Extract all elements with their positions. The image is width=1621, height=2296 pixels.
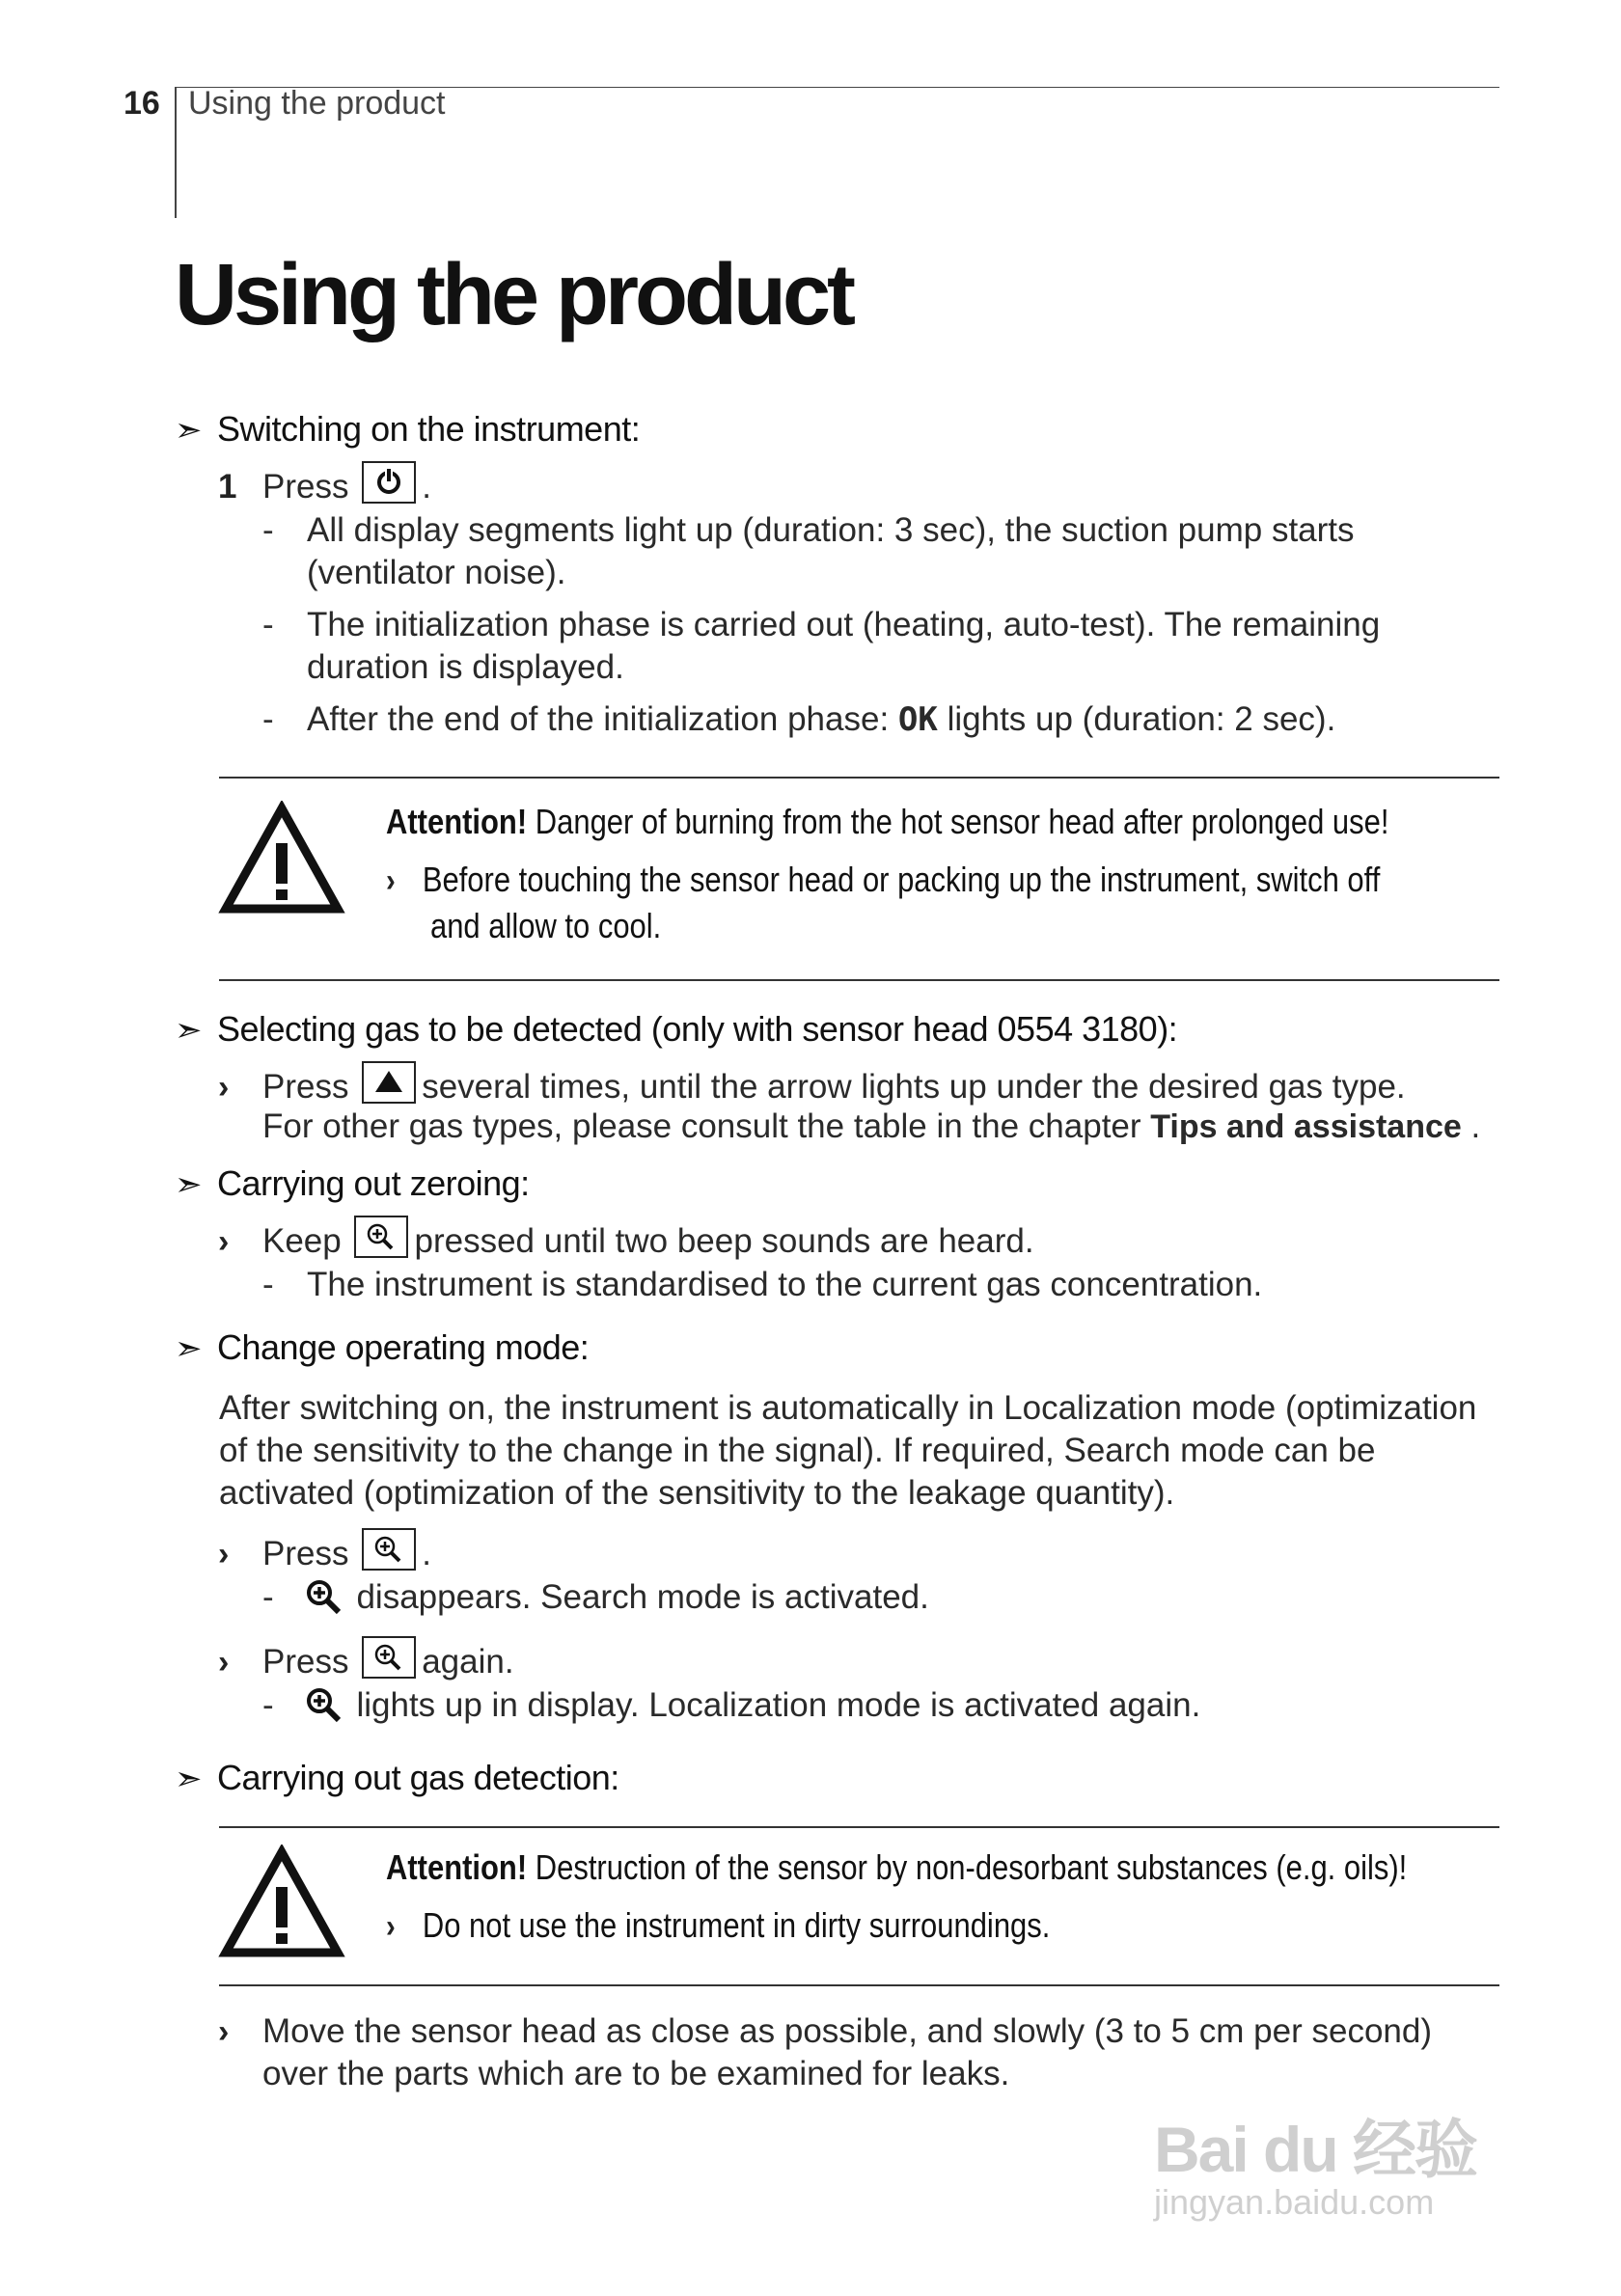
final-step: › Move the sensor head as close as possible, and slowly (3 to 5 cm per second): [218, 2012, 1433, 2050]
mode-paragraph-line-1: After switching on, the instrument is automatically in Localization mode (optimization: [219, 1389, 1477, 1427]
warning-triangle-icon: [218, 801, 345, 916]
watermark-logo: Bai du 经验: [1154, 2114, 1477, 2185]
arrow-icon: ➣: [175, 1330, 202, 1367]
switch-on-bullet-1: - All display segments light up (duration: 3 sec), the suction pump starts: [262, 511, 1355, 549]
arrow-icon: ➣: [175, 1166, 202, 1203]
arrow-icon: ➣: [175, 1761, 202, 1797]
watermark-url: jingyan.baidu.com: [1154, 2182, 1435, 2222]
switch-on-bullet-2: - The initialization phase is carried out (heating, auto-test). The remaining: [262, 606, 1381, 643]
step-label: Press: [262, 468, 349, 506]
warning-1-bullet: › Before touching the sensor head or packing up the instrument, switch off: [386, 860, 1381, 899]
zoom-symbol-icon: [303, 1577, 347, 1616]
warning-bottom-rule: [219, 979, 1499, 981]
mode-result-2: - lights up in display. Localization mode is activated again.: [262, 1686, 1201, 1724]
switch-on-bullet-2-cont: duration is displayed.: [307, 648, 624, 686]
mode-paragraph-line-3: activated (optimization of the sensitivity to the leakage quantity).: [219, 1474, 1175, 1512]
warning-bottom-rule: [219, 1984, 1499, 1986]
zoom-key-icon: [354, 1216, 408, 1258]
arrow-icon: ➣: [175, 412, 202, 449]
step-suffix: .: [422, 468, 431, 506]
up-key-icon: [362, 1061, 416, 1104]
final-step-cont: over the parts which are to be examined for leaks.: [262, 2055, 1010, 2092]
zeroing-heading: ➣ Carrying out zeroing:: [175, 1163, 530, 1203]
mode-result-1: - disappears. Search mode is activated.: [262, 1578, 929, 1616]
switch-on-step: [218, 461, 431, 508]
zoom-key-icon: [362, 1528, 416, 1571]
zoom-key-icon: [362, 1636, 416, 1679]
page-title: Using the product: [175, 247, 852, 343]
zoom-symbol-icon: [303, 1685, 347, 1724]
mode-paragraph-line-2: of the sensitivity to the change in the signal). If required, Search mode can be: [219, 1432, 1376, 1469]
warning-top-rule: [219, 1826, 1499, 1828]
warning-top-rule: [219, 777, 1499, 779]
switch-on-bullet-3: - After the end of the initialization phase: OK lights up (duration: 2 sec).: [262, 700, 1336, 739]
select-gas-step: › Press several times, until the arrow lights up under the desired gas type.: [218, 1061, 1406, 1108]
header-divider-vertical: [175, 87, 177, 218]
arrow-icon: ➣: [175, 1012, 202, 1049]
zeroing-result: - The instrument is standardised to the current gas concentration.: [262, 1266, 1263, 1303]
mode-step-2: › Press again.: [218, 1636, 514, 1683]
chapter-reference: Tips and assistance: [1150, 1108, 1462, 1145]
warning-2-text: Attention! Destruction of the sensor by non-desorbant substances (e.g. oils)!: [386, 1847, 1408, 1887]
warning-1-bullet-cont: and allow to cool.: [430, 906, 662, 945]
select-gas-heading: ➣ Selecting gas to be detected (only with sensor head 0554 3180):: [175, 1009, 1178, 1049]
power-key-icon: [362, 461, 416, 504]
detection-heading: ➣ Carrying out gas detection:: [175, 1758, 619, 1797]
switch-on-heading: ➣ Switching on the instrument:: [175, 409, 641, 449]
warning-triangle-icon: [218, 1845, 345, 1960]
running-header: Using the product: [188, 85, 446, 122]
select-gas-note: For other gas types, please consult the table in the chapter Tips and assistance .: [262, 1107, 1481, 1145]
step-number: 1: [218, 468, 237, 506]
switch-on-bullet-1-cont: (ventilator noise).: [307, 554, 566, 591]
mode-heading: ➣ Change operating mode:: [175, 1327, 590, 1367]
warning-2-bullet: › Do not use the instrument in dirty surroundings.: [386, 1905, 1051, 1945]
zeroing-step: › Keep pressed until two beep sounds are heard.: [218, 1216, 1034, 1263]
page-number: 16: [124, 85, 160, 122]
mode-step-1: › Press .: [218, 1528, 431, 1575]
ok-display-text: OK: [897, 700, 938, 739]
warning-1-text: Attention! Danger of burning from the hot sensor head after prolonged use!: [386, 802, 1389, 841]
